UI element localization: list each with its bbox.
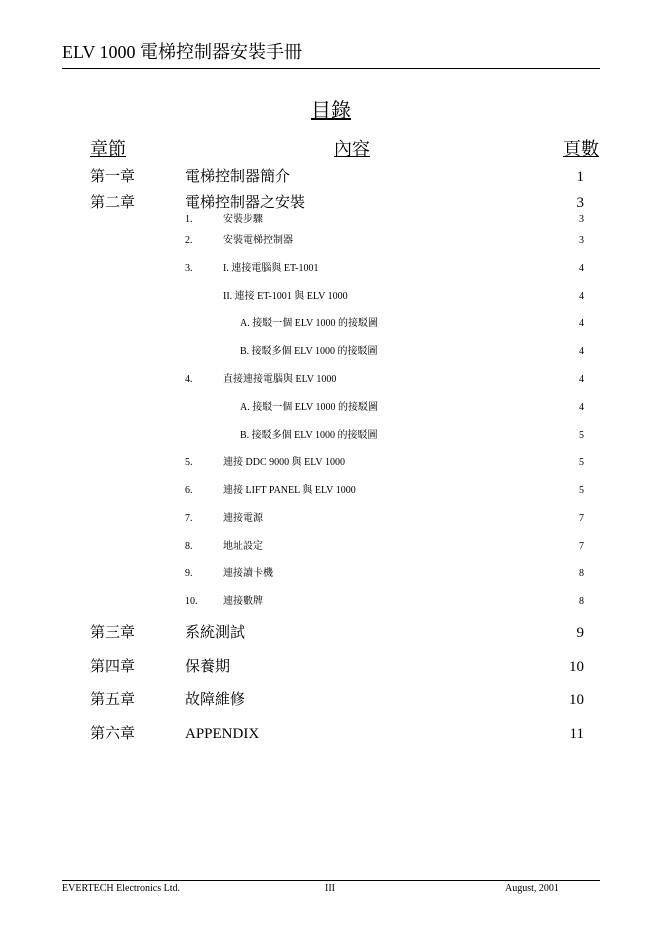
toc-subitem-row [0, 540, 662, 556]
subitem-number: 2. [185, 235, 193, 246]
subitem-label: 連接電源 [223, 513, 263, 524]
chapter-title: APPENDIX [185, 726, 260, 742]
chapter-title: 電梯控制器之安裝 [185, 195, 306, 211]
chapter-title: 保養期 [185, 659, 231, 675]
subitem-number: 4. [185, 374, 193, 385]
subitem-label: B. 接駁多個 ELV 1000 的接駁圖 [240, 346, 378, 357]
toc-chapter-row [0, 623, 662, 645]
subitem-page: 4 [579, 374, 584, 385]
footer-page-number: III [325, 883, 335, 894]
subitem-label: 連接讀卡機 [223, 568, 273, 579]
footer-company: EVERTECH Electronics Ltd. [62, 883, 180, 894]
document-header: ELV 1000 電梯控制器安裝手冊 [62, 42, 303, 62]
toc-subitem-row [0, 213, 662, 229]
subitem-page: 7 [579, 541, 584, 552]
toc-chapter-row [0, 657, 662, 679]
chapter-page: 10 [569, 692, 584, 708]
subitem-number: 9. [185, 568, 193, 579]
subitem-label: I. 連接電腦與 ET-1001 [223, 263, 319, 274]
footer-date: August, 2001 [505, 883, 559, 894]
subitem-label: 連接 LIFT PANEL 與 ELV 1000 [223, 485, 356, 496]
subitem-page: 4 [579, 291, 584, 302]
chapter-number: 第四章 [90, 659, 136, 675]
chapter-number: 第二章 [90, 195, 136, 211]
subitem-number: 10. [185, 596, 198, 607]
chapter-title: 電梯控制器簡介 [185, 169, 291, 185]
subitem-label: 安裝電梯控制器 [223, 235, 293, 246]
chapter-number: 第三章 [90, 625, 136, 641]
subitem-page: 8 [579, 568, 584, 579]
toc-subitem-row [0, 373, 662, 389]
chapter-number: 第一章 [90, 169, 136, 185]
chapter-title: 系統測試 [185, 625, 246, 641]
toc-title [0, 98, 662, 124]
subitem-number: 3. [185, 263, 193, 274]
toc-subitem-row [0, 484, 662, 500]
toc-subitem-row [0, 595, 662, 611]
subitem-label: II. 連接 ET-1001 與 ELV 1000 [223, 291, 348, 302]
chapter-page: 10 [569, 659, 584, 675]
subitem-page: 8 [579, 596, 584, 607]
header-divider [62, 68, 600, 69]
chapter-page: 9 [576, 625, 584, 641]
subitem-label: A. 接駁一個 ELV 1000 的接駁圖 [240, 318, 379, 329]
column-header-chapter: 章節 [90, 139, 126, 159]
toc-subitem-row [0, 262, 662, 278]
toc-subitem-row [0, 512, 662, 528]
toc-subitem-row [0, 401, 662, 417]
toc-subitem-row [0, 317, 662, 333]
chapter-title: 故障維修 [185, 692, 246, 708]
subitem-page: 5 [579, 485, 584, 496]
chapter-page: 3 [576, 195, 584, 211]
subitem-page: 4 [579, 346, 584, 357]
subitem-page: 4 [579, 263, 584, 274]
subitem-page: 7 [579, 513, 584, 524]
toc-chapter-row [0, 193, 662, 215]
subitem-page: 4 [579, 402, 584, 413]
toc-title-text: 目錄 [311, 100, 351, 122]
toc-subitem-row [0, 290, 662, 306]
chapter-number: 第五章 [90, 692, 136, 708]
subitem-label: 直接連接電腦與 ELV 1000 [223, 374, 337, 385]
subitem-number: 5. [185, 457, 193, 468]
subitem-label: 地址設定 [223, 541, 263, 552]
toc-chapter-row [0, 690, 662, 712]
subitem-page: 3 [579, 235, 584, 246]
subitem-label: A. 接駁一個 ELV 1000 的接駁圖 [240, 402, 379, 413]
chapter-page: 11 [569, 726, 584, 742]
toc-subitem-row [0, 567, 662, 583]
toc-subitem-row [0, 234, 662, 250]
subitem-number: 6. [185, 485, 193, 496]
subitem-page: 5 [579, 457, 584, 468]
toc-subitem-row [0, 345, 662, 361]
subitem-number: 8. [185, 541, 193, 552]
footer-divider [62, 880, 600, 881]
subitem-page: 3 [579, 214, 584, 225]
subitem-label: 安裝步驟 [223, 214, 263, 225]
subitem-label: 連接 DDC 9000 與 ELV 1000 [223, 457, 345, 468]
toc-subitem-row [0, 429, 662, 445]
subitem-page: 5 [579, 430, 584, 441]
toc-subitem-row [0, 456, 662, 472]
chapter-page: 1 [576, 169, 584, 185]
column-header-page: 頁數 [563, 139, 599, 159]
subitem-number: 7. [185, 513, 193, 524]
subitem-label: 連接數牌 [223, 596, 263, 607]
subitem-page: 4 [579, 318, 584, 329]
subitem-label: B. 接駁多個 ELV 1000 的接駁圖 [240, 430, 378, 441]
toc-chapter-row [0, 167, 662, 189]
chapter-number: 第六章 [90, 726, 136, 742]
column-header-content: 內容 [334, 139, 370, 159]
subitem-number: 1. [185, 214, 193, 225]
toc-chapter-row [0, 724, 662, 746]
